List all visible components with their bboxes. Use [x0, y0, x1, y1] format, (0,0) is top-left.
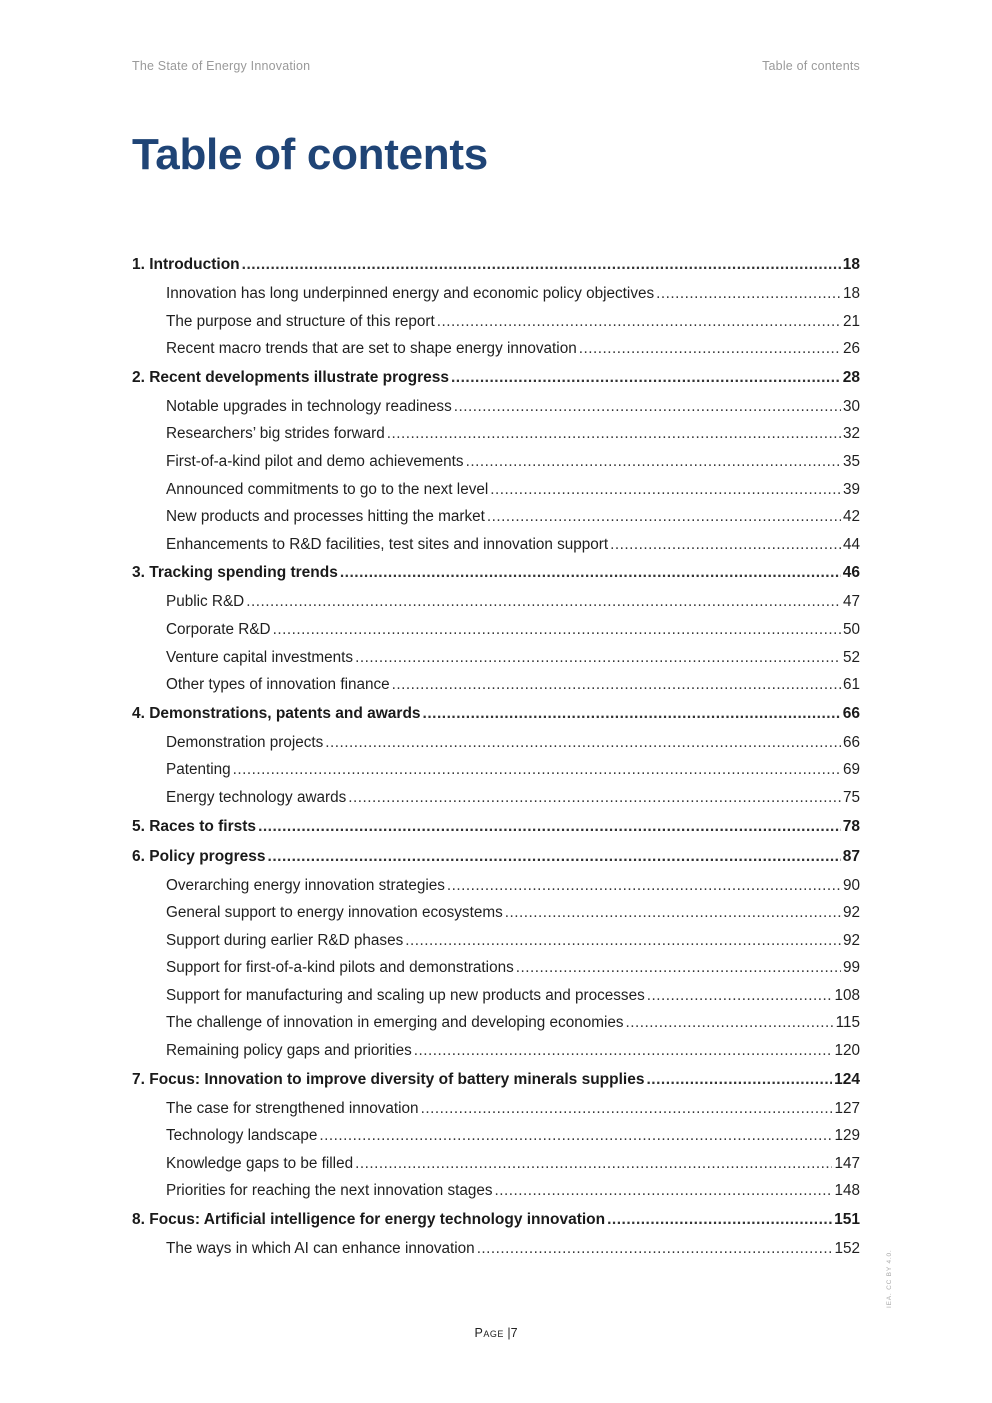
toc-section-entry[interactable]: [132, 1037, 860, 1065]
toc-dot-leader: [656, 280, 841, 308]
page-title: Table of contents: [132, 130, 488, 179]
toc-section-entry[interactable]: [132, 335, 860, 363]
toc-entry-page-number: 28: [842, 368, 860, 386]
toc-entry-page-number: 26: [842, 340, 860, 358]
toc-entry-page-number: 66: [842, 733, 860, 751]
header-document-title: The State of Energy Innovation: [132, 59, 311, 73]
toc-entry-page-number: 35: [842, 452, 860, 470]
toc-chapter-entry[interactable]: [132, 558, 860, 588]
toc-entry-label: Support for first-of-a-kind pilots and demonstrations: [166, 959, 514, 977]
toc-section-entry[interactable]: [132, 899, 860, 927]
toc-entry-label: Support during earlier R&D phases: [166, 931, 404, 949]
toc-entry-page-number: 108: [834, 986, 860, 1004]
toc-section-entry[interactable]: [132, 1122, 860, 1150]
toc-section-entry[interactable]: [132, 954, 860, 982]
toc-entry-label: Overarching energy innovation strategies: [166, 876, 445, 894]
toc-section-entry[interactable]: [132, 1235, 860, 1263]
toc-section-entry[interactable]: [132, 503, 860, 531]
toc-dot-leader: [454, 393, 841, 421]
toc-section-entry[interactable]: [132, 1177, 860, 1205]
toc-chapter-entry[interactable]: [132, 812, 860, 842]
toc-section-entry[interactable]: [132, 531, 860, 559]
toc-entry-label: The purpose and structure of this report: [166, 312, 435, 330]
toc-entry-label: The challenge of innovation in emerging and developing economies: [166, 1014, 624, 1032]
toc-entry-page-number: 21: [842, 312, 860, 330]
license-note: IEA. CC BY 4.0.: [886, 1249, 893, 1308]
toc-section-entry[interactable]: [132, 588, 860, 616]
toc-entry-page-number: 124: [834, 1070, 860, 1088]
toc-entry-page-number: 39: [842, 480, 860, 498]
toc-dot-leader: [421, 1095, 833, 1123]
toc-entry-label: Notable upgrades in technology readiness: [166, 397, 452, 415]
toc-entry-page-number: 32: [842, 425, 860, 443]
toc-entry-page-number: 152: [834, 1240, 860, 1258]
toc-entry-label: Demonstration projects: [166, 733, 324, 751]
toc-entry-label: Researchers’ big strides forward: [166, 425, 385, 443]
toc-entry-page-number: 90: [842, 876, 860, 894]
toc-dot-leader: [647, 982, 833, 1010]
toc-dot-leader: [423, 699, 841, 729]
toc-section-entry[interactable]: [132, 756, 860, 784]
toc-entry-page-number: 30: [842, 397, 860, 415]
toc-entry-label: Remaining policy gaps and priorities: [166, 1042, 412, 1060]
toc-dot-leader: [268, 842, 841, 872]
toc-entry-label: 1. Introduction: [132, 256, 240, 273]
toc-dot-leader: [405, 927, 841, 955]
toc-dot-leader: [325, 729, 841, 757]
toc-entry-page-number: 61: [842, 676, 860, 694]
toc-entry-page-number: 148: [834, 1182, 860, 1200]
toc-entry-page-number: 120: [834, 1042, 860, 1060]
toc-entry-page-number: 147: [834, 1154, 860, 1172]
running-header: [132, 59, 860, 73]
toc-section-entry[interactable]: [132, 616, 860, 644]
toc-entry-label: Announced commitments to go to the next level: [166, 480, 489, 498]
toc-entry-page-number: 18: [842, 256, 860, 273]
toc-dot-leader: [610, 531, 841, 559]
toc-entry-label: The case for strengthened innovation: [166, 1099, 419, 1117]
toc-dot-leader: [579, 335, 841, 363]
toc-section-entry[interactable]: [132, 927, 860, 955]
toc-entry-page-number: 66: [842, 704, 860, 722]
toc-dot-leader: [646, 1065, 832, 1095]
toc-entry-label: Priorities for reaching the next innovation stages: [166, 1182, 493, 1200]
toc-entry-page-number: 69: [842, 761, 860, 779]
toc-entry-page-number: 87: [842, 847, 860, 865]
toc-entry-label: Support for manufacturing and scaling up new products and processes: [166, 986, 645, 1004]
toc-dot-leader: [233, 756, 841, 784]
toc-dot-leader: [626, 1009, 834, 1037]
toc-section-entry[interactable]: [132, 784, 860, 812]
toc-section-entry[interactable]: [132, 420, 860, 448]
toc-section-entry[interactable]: [132, 448, 860, 476]
toc-dot-leader: [490, 476, 841, 504]
toc-entry-label: Energy technology awards: [166, 788, 347, 806]
page-separator: |: [507, 1326, 511, 1340]
toc-entry-label: General support to energy innovation ecosystems: [166, 904, 503, 922]
header-section-title: Table of contents: [762, 59, 860, 73]
toc-entry-label: Technology landscape: [166, 1127, 318, 1145]
toc-section-entry[interactable]: [132, 1150, 860, 1178]
page-number: 7: [510, 1326, 518, 1340]
toc-entry-page-number: 151: [834, 1211, 860, 1229]
toc-dot-leader: [505, 899, 841, 927]
toc-section-entry[interactable]: [132, 644, 860, 672]
toc-entry-label: Public R&D: [166, 593, 245, 611]
page-footer: [0, 1326, 992, 1340]
toc-dot-leader: [355, 644, 841, 672]
toc-entry-label: The ways in which AI can enhance innovation: [166, 1240, 475, 1258]
toc-entry-page-number: 42: [842, 508, 860, 526]
toc-entry-label: 8. Focus: Artificial intelligence for energy technology innovation: [132, 1211, 606, 1229]
toc-section-entry[interactable]: [132, 1009, 860, 1037]
toc-entry-page-number: 129: [834, 1127, 860, 1145]
toc-dot-leader: [447, 872, 841, 900]
toc-section-entry[interactable]: [132, 1095, 860, 1123]
toc-dot-leader: [414, 1037, 833, 1065]
toc-entry-label: 5. Races to firsts: [132, 817, 257, 835]
toc-entry-label: First-of-a-kind pilot and demo achievements: [166, 452, 464, 470]
toc-section-entry[interactable]: [132, 729, 860, 757]
toc-entry-label: 2. Recent developments illustrate progress: [132, 368, 449, 386]
table-of-contents: [132, 250, 860, 1263]
toc-dot-leader: [246, 588, 841, 616]
toc-dot-leader: [258, 812, 841, 842]
toc-entry-page-number: 115: [835, 1014, 860, 1032]
toc-entry-label: Recent macro trends that are set to shape energy innovation: [166, 340, 577, 358]
toc-section-entry[interactable]: [132, 671, 860, 699]
toc-section-entry[interactable]: [132, 982, 860, 1010]
toc-entry-page-number: 46: [842, 564, 860, 582]
toc-entry-label: 3. Tracking spending trends: [132, 564, 338, 582]
toc-dot-leader: [355, 1150, 832, 1178]
toc-dot-leader: [495, 1177, 833, 1205]
toc-dot-leader: [273, 616, 841, 644]
toc-dot-leader: [607, 1205, 832, 1235]
toc-section-entry[interactable]: [132, 393, 860, 421]
toc-entry-label: Enhancements to R&D facilities, test sites and innovation support: [166, 535, 609, 553]
toc-dot-leader: [319, 1122, 832, 1150]
toc-dot-leader: [477, 1235, 833, 1263]
toc-entry-page-number: 44: [842, 535, 860, 553]
toc-chapter-entry[interactable]: [132, 1065, 860, 1095]
toc-dot-leader: [387, 420, 841, 448]
toc-chapter-entry[interactable]: [132, 250, 860, 280]
toc-dot-leader: [242, 250, 841, 280]
toc-entry-page-number: 92: [842, 931, 860, 949]
toc-entry-page-number: 78: [842, 817, 860, 835]
toc-entry-page-number: 18: [842, 285, 860, 302]
toc-section-entry[interactable]: [132, 872, 860, 900]
toc-entry-label: 6. Policy progress: [132, 847, 266, 865]
toc-entry-label: Innovation has long underpinned energy and economic policy objectives: [166, 285, 655, 302]
toc-dot-leader: [451, 363, 841, 393]
toc-entry-label: Other types of innovation finance: [166, 676, 390, 694]
toc-entry-page-number: 75: [842, 788, 860, 806]
toc-entry-label: 7. Focus: Innovation to improve diversity of battery minerals supplies: [132, 1070, 645, 1088]
toc-chapter-entry[interactable]: [132, 699, 860, 729]
toc-dot-leader: [348, 784, 841, 812]
toc-entry-label: Venture capital investments: [166, 648, 354, 666]
toc-entry-page-number: 99: [842, 959, 860, 977]
toc-chapter-entry[interactable]: [132, 1205, 860, 1235]
toc-chapter-entry[interactable]: [132, 842, 860, 872]
toc-entry-page-number: 47: [842, 593, 860, 611]
toc-entry-page-number: 92: [842, 904, 860, 922]
toc-dot-leader: [437, 308, 841, 336]
toc-dot-leader: [516, 954, 841, 982]
page-label: Page: [474, 1326, 504, 1340]
toc-entry-label: 4. Demonstrations, patents and awards: [132, 704, 421, 722]
toc-dot-leader: [487, 503, 841, 531]
toc-section-entry[interactable]: [132, 308, 860, 336]
toc-entry-page-number: 50: [842, 620, 860, 638]
toc-entry-label: Knowledge gaps to be filled: [166, 1154, 354, 1172]
toc-entry-label: Corporate R&D: [166, 620, 271, 638]
toc-chapter-entry[interactable]: [132, 363, 860, 393]
toc-entry-page-number: 127: [834, 1099, 860, 1117]
toc-dot-leader: [466, 448, 841, 476]
toc-section-entry[interactable]: [132, 476, 860, 504]
toc-entry-label: New products and processes hitting the market: [166, 508, 485, 526]
toc-section-entry[interactable]: [132, 280, 860, 308]
toc-entry-label: Patenting: [166, 761, 231, 779]
toc-dot-leader: [392, 671, 841, 699]
toc-entry-page-number: 52: [842, 648, 860, 666]
toc-dot-leader: [340, 558, 841, 588]
